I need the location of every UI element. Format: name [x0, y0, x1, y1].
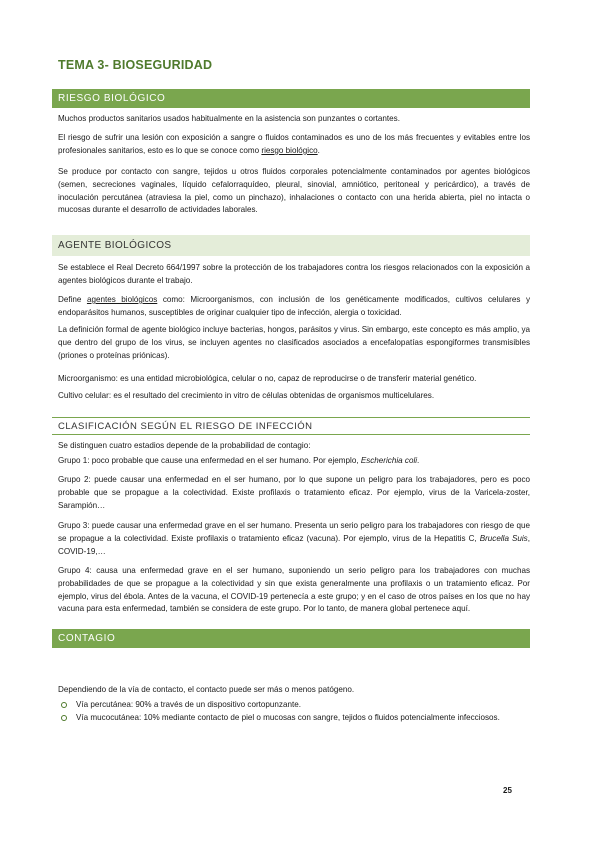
riesgo-biologico-term: riesgo biológico	[261, 145, 318, 155]
agente-paragraph-5: Cultivo celular: es el resultado del crecimiento in vitro de células obtenidas de organismos multicelulares.	[58, 391, 435, 400]
section-heading-agente: AGENTE BIOLÓGICOS	[52, 235, 530, 256]
page-title: TEMA 3- BIOSEGURIDAD	[58, 58, 213, 72]
grupo-3-end: , COVID-19,…	[58, 533, 530, 556]
contagio-bullet-2	[76, 712, 530, 725]
contagio-intro: Dependiendo de la vía de contacto, el contacto puede ser más o menos patógeno.	[58, 685, 355, 694]
grupo-1-example: Escherichia coli	[360, 456, 418, 465]
bullet-circle-icon	[61, 715, 67, 721]
agente-paragraph-2	[58, 294, 530, 320]
section-divider-bottom	[52, 434, 530, 435]
agentes-biologicos-term: agentes biológicos	[86, 295, 158, 304]
riesgo-p2-end: .	[317, 145, 320, 155]
agente-p2-end: como: Microorganismos, con inclusión de los genéticamente modificados, cultivos celulares y endoparásitos humanos, susceptibles de originar cualquier tipo de infección, alergia o toxicidad.	[58, 295, 530, 317]
section-heading-clasificacion: CLASIFICACIÓN SEGÚN EL RIESGO DE INFECCIÓN	[58, 421, 313, 432]
agente-paragraph-3: La definición formal de agente biológico incluye bacterias, hongos, parásitos y virus. Sin embargo, este concepto es más amplio, ya que dentro del grupo de los virus, se incluyen agentes no clasificados asociados a encefalopatías espongiformes transmisibles (priones o proteínas priónicas).	[58, 325, 530, 360]
riesgo-paragraph-3: Se produce por contacto con sangre, tejidos u otros fluidos corporales potencialmente contaminados por agentes biológicos (semen, secreciones vaginales, líquido cefalorraquídeo, pleural, sinovial, amniótico, peritoneal y pericárdico), a través de inoculación percutánea (atraviesa la piel, como un pinchazo), inhalaciones o contacto con una herida abierta, piel no intacta o mucosas durante el desarrollo de actividades laborales.	[58, 167, 530, 215]
agente-p2-text: Define	[58, 295, 87, 304]
bullet-circle-icon	[61, 702, 67, 708]
grupo-2: Grupo 2: puede causar una enfermedad en el ser humano, por lo que supone un peligro para los trabajadores, pero es poco probable que se propague a la colectividad. Existe profilaxis o tratamiento eficaz. Por ejemplo, virus de la Varicela-zoster, Sarampión…	[58, 475, 530, 510]
contagio-bullet-1-text: Vía percutánea: 90% a través de un dispositivo cortopunzante.	[76, 700, 301, 709]
riesgo-p2-text: El riesgo de sufrir una lesión con exposición a sangre o fluidos contaminados es uno de los más frecuentes y evitables entre los profesionales sanitarios, esto es lo que se conoce como	[58, 133, 530, 155]
contagio-bullet-2-text: Vía mucocutánea: 10% mediante contacto de piel o mucosas con sangre, tejidos o fluidos potencialmente infecciosos.	[76, 713, 500, 722]
grupo-4: Grupo 4: causa una enfermedad grave en el ser humano, suponiendo un serio peligro para los trabajadores con muchas probabilidades de que se propague a la colectividad y sin que exista generalmente una profilaxis o un tratamiento eficaz. Por ejemplo, virus del ébola. Antes de la vacuna, el COVID-19 pertenecía a este grupo; y en el caso de otros países en los que no hay vacuna para esta enfermedad, también se considera de este grupo. Por lo tanto, de manera global pertenece aquí.	[58, 566, 530, 614]
section-heading-riesgo: RIESGO BIOLÓGICO	[52, 89, 530, 108]
riesgo-paragraph-1: Muchos productos sanitarios usados habitualmente en la asistencia son punzantes o cortantes.	[58, 114, 400, 123]
grupo-3-example: Brucella Suis	[479, 533, 528, 543]
page-number: 25	[503, 786, 512, 795]
section-heading-contagio: CONTAGIO	[52, 629, 530, 648]
grupo-1-end: .	[417, 456, 420, 465]
grupo-1-text: Grupo 1: poco probable que cause una enfermedad en el ser humano. Por ejemplo,	[58, 456, 361, 465]
section-divider-top	[52, 417, 530, 418]
contagio-bullet-1	[76, 699, 530, 712]
clasificacion-intro: Se distinguen cuatro estadios depende de la probabilidad de contagio:	[58, 441, 311, 450]
grupo-3	[58, 520, 530, 558]
grupo-3-text: Grupo 3: puede causar una enfermedad grave en el ser humano. Presenta un serio peligro para los trabajadores con riesgo de que se propague a la colectividad. Existe profilaxis o tratamiento eficaz (vacuna). Por ejemplo, virus de la Hepatitis C,	[58, 521, 530, 543]
agente-paragraph-1: Se establece el Real Decreto 664/1997 sobre la protección de los trabajadores contra los riesgos relacionados con la exposición a agentes biológicos durante el trabajo.	[58, 263, 530, 285]
grupo-1	[58, 455, 530, 468]
agente-paragraph-4: Microorganismo: es una entidad microbiológica, celular o no, capaz de reproducirse o de transferir material genético.	[58, 374, 477, 383]
riesgo-paragraph-2	[58, 132, 530, 158]
